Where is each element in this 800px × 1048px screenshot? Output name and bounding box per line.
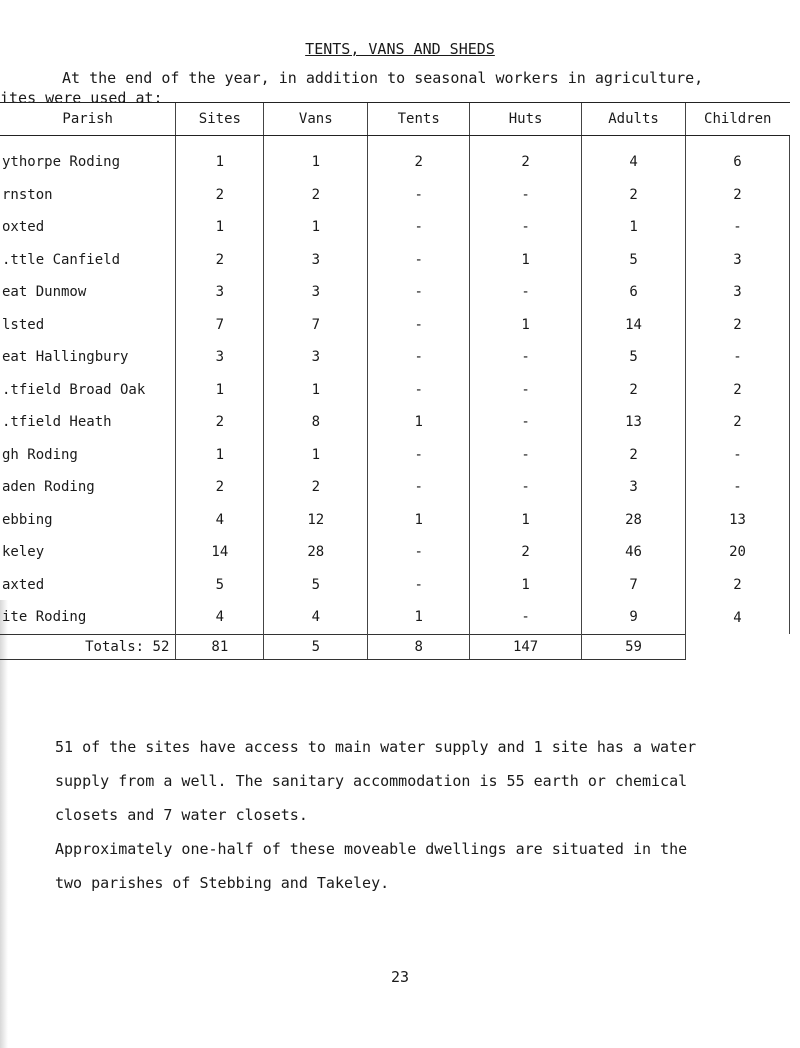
value-cell: 5: [264, 569, 368, 602]
column-header: Children: [686, 103, 790, 136]
table-row: [0, 136, 790, 179]
value-cell: 28: [582, 504, 686, 537]
value-cell: 2: [582, 374, 686, 407]
value-cell: 3: [686, 276, 790, 309]
value-cell: -: [470, 406, 582, 439]
parish-cell: axted: [2, 576, 45, 593]
parish-cell: ite Roding: [2, 609, 87, 626]
value-cell: 2: [368, 136, 470, 179]
body-line: 51 of the sites have access to main water supply and 1 site has a water: [55, 738, 697, 756]
value-cell: 1: [176, 439, 264, 472]
value-cell: -: [470, 601, 582, 634]
totals-value-cell: 5: [264, 634, 368, 659]
value-cell: 1: [470, 504, 582, 537]
value-cell: 2: [176, 406, 264, 439]
value-cell: 2: [686, 374, 790, 407]
value-cell: 1: [470, 244, 582, 277]
value-cell: 3: [264, 244, 368, 277]
value-cell: -: [368, 179, 470, 212]
value-cell: -: [368, 374, 470, 407]
parish-cell: oxted: [2, 219, 45, 236]
value-cell: -: [368, 244, 470, 277]
value-cell: 2: [686, 406, 790, 439]
value-cell: 13: [686, 504, 790, 537]
table-row: [0, 601, 790, 634]
parish-cell: aden Roding: [2, 479, 95, 496]
table-row: [0, 341, 790, 374]
page-title: TENTS, VANS AND SHEDS: [305, 40, 495, 58]
totals-row: [0, 634, 790, 659]
value-cell: 2: [176, 179, 264, 212]
value-cell: 3: [686, 244, 790, 277]
table-row: [0, 439, 790, 472]
column-header: Parish: [0, 103, 176, 136]
parish-cell: keley: [2, 544, 45, 561]
value-cell: 46: [582, 536, 686, 569]
value-cell: 3: [176, 341, 264, 374]
value-cell: -: [470, 276, 582, 309]
intro-line-1: At the end of the year, in addition to seasonal workers in agriculture,: [62, 69, 704, 87]
table-row: [0, 309, 790, 342]
value-cell: -: [368, 309, 470, 342]
value-cell: -: [368, 471, 470, 504]
value-cell: 14: [176, 536, 264, 569]
value-cell: -: [368, 569, 470, 602]
value-cell: 1: [176, 136, 264, 179]
value-cell: 8: [264, 406, 368, 439]
column-header: Vans: [264, 103, 368, 136]
table-row: [0, 244, 790, 277]
value-cell: 2: [264, 179, 368, 212]
column-header: Adults: [582, 103, 686, 136]
parish-cell: .tfield Heath: [2, 414, 112, 431]
value-cell: 1: [264, 374, 368, 407]
table-row: [0, 471, 790, 504]
column-header: Huts: [470, 103, 582, 136]
value-cell: -: [368, 211, 470, 244]
totals-value-cell: 147: [470, 634, 582, 659]
table-body: [0, 136, 790, 660]
value-cell: 12: [264, 504, 368, 537]
table-row: [0, 406, 790, 439]
totals-value-cell: 8: [368, 634, 470, 659]
table-row: [0, 374, 790, 407]
value-cell: -: [470, 179, 582, 212]
value-cell: 2: [686, 569, 790, 602]
value-cell: -: [470, 374, 582, 407]
body-text: [55, 730, 775, 900]
column-header: Tents: [368, 103, 470, 136]
value-cell: 3: [264, 341, 368, 374]
value-cell: 1: [582, 211, 686, 244]
value-cell: -: [368, 439, 470, 472]
parish-cell: gh Roding: [2, 446, 78, 463]
value-cell: 2: [686, 309, 790, 342]
table-row: [0, 569, 790, 602]
table-row: [0, 211, 790, 244]
value-cell: 4: [176, 504, 264, 537]
parish-cell: ythorpe Roding: [2, 154, 121, 171]
value-cell: 1: [470, 309, 582, 342]
body-line: closets and 7 water closets.: [55, 806, 308, 824]
value-cell: 5: [582, 244, 686, 277]
body-line: supply from a well. The sanitary accommodation is 55 earth or chemical: [55, 772, 688, 790]
value-cell: 1: [176, 374, 264, 407]
value-cell: -: [686, 471, 790, 504]
value-cell: 13: [582, 406, 686, 439]
parish-cell: lsted: [2, 316, 45, 333]
parish-cell: .ttle Canfield: [2, 251, 121, 268]
value-cell: -: [686, 439, 790, 472]
value-cell: 3: [582, 471, 686, 504]
value-cell: -: [686, 341, 790, 374]
parish-cell: rnston: [2, 186, 53, 203]
intro-line-2: ites were used at:: [0, 89, 163, 107]
value-cell: 1: [368, 601, 470, 634]
value-cell: 3: [176, 276, 264, 309]
value-cell: 1: [264, 136, 368, 179]
table-header-row: [0, 103, 790, 136]
value-cell: 7: [582, 569, 686, 602]
value-cell: 2: [176, 471, 264, 504]
value-cell: -: [368, 276, 470, 309]
value-cell: 1: [368, 504, 470, 537]
totals-value-cell: 81: [176, 634, 264, 659]
value-cell: 1: [470, 569, 582, 602]
value-cell: 1: [368, 406, 470, 439]
value-cell: 2: [470, 536, 582, 569]
value-cell: 14: [582, 309, 686, 342]
value-cell: 2: [176, 244, 264, 277]
value-cell: 4: [686, 601, 790, 634]
dwellings-table: [0, 102, 790, 660]
parish-cell: eat Dunmow: [2, 284, 87, 301]
value-cell: 9: [582, 601, 686, 634]
value-cell: -: [470, 471, 582, 504]
value-cell: -: [470, 211, 582, 244]
parish-cell: .tfield Broad Oak: [2, 381, 146, 398]
value-cell: 1: [264, 439, 368, 472]
value-cell: 4: [582, 136, 686, 179]
page-number: 23: [390, 968, 410, 986]
value-cell: 2: [470, 136, 582, 179]
value-cell: 2: [582, 439, 686, 472]
table-row: [0, 179, 790, 212]
parish-cell: eat Hallingbury: [2, 349, 129, 366]
value-cell: 2: [582, 179, 686, 212]
value-cell: -: [368, 341, 470, 374]
body-line: two parishes of Stebbing and Takeley.: [55, 874, 390, 892]
value-cell: 1: [264, 211, 368, 244]
value-cell: 2: [686, 179, 790, 212]
value-cell: 6: [582, 276, 686, 309]
totals-value-cell: 59: [582, 634, 686, 659]
value-cell: -: [368, 536, 470, 569]
value-cell: 7: [176, 309, 264, 342]
parish-cell: ebbing: [2, 511, 53, 528]
value-cell: 4: [176, 601, 264, 634]
value-cell: 4: [264, 601, 368, 634]
table-row: [0, 536, 790, 569]
value-cell: -: [470, 439, 582, 472]
column-header: Sites: [176, 103, 264, 136]
value-cell: 7: [264, 309, 368, 342]
value-cell: 5: [582, 341, 686, 374]
totals-label-cell: Totals: 52: [0, 634, 176, 659]
table-row: [0, 276, 790, 309]
value-cell: 28: [264, 536, 368, 569]
value-cell: 6: [686, 136, 790, 179]
value-cell: -: [686, 211, 790, 244]
value-cell: 3: [264, 276, 368, 309]
value-cell: 5: [176, 569, 264, 602]
body-line: Approximately one-half of these moveable dwellings are situated in the: [55, 840, 688, 858]
value-cell: 2: [264, 471, 368, 504]
value-cell: -: [470, 341, 582, 374]
value-cell: 20: [686, 536, 790, 569]
table-row: [0, 504, 790, 537]
value-cell: 1: [176, 211, 264, 244]
